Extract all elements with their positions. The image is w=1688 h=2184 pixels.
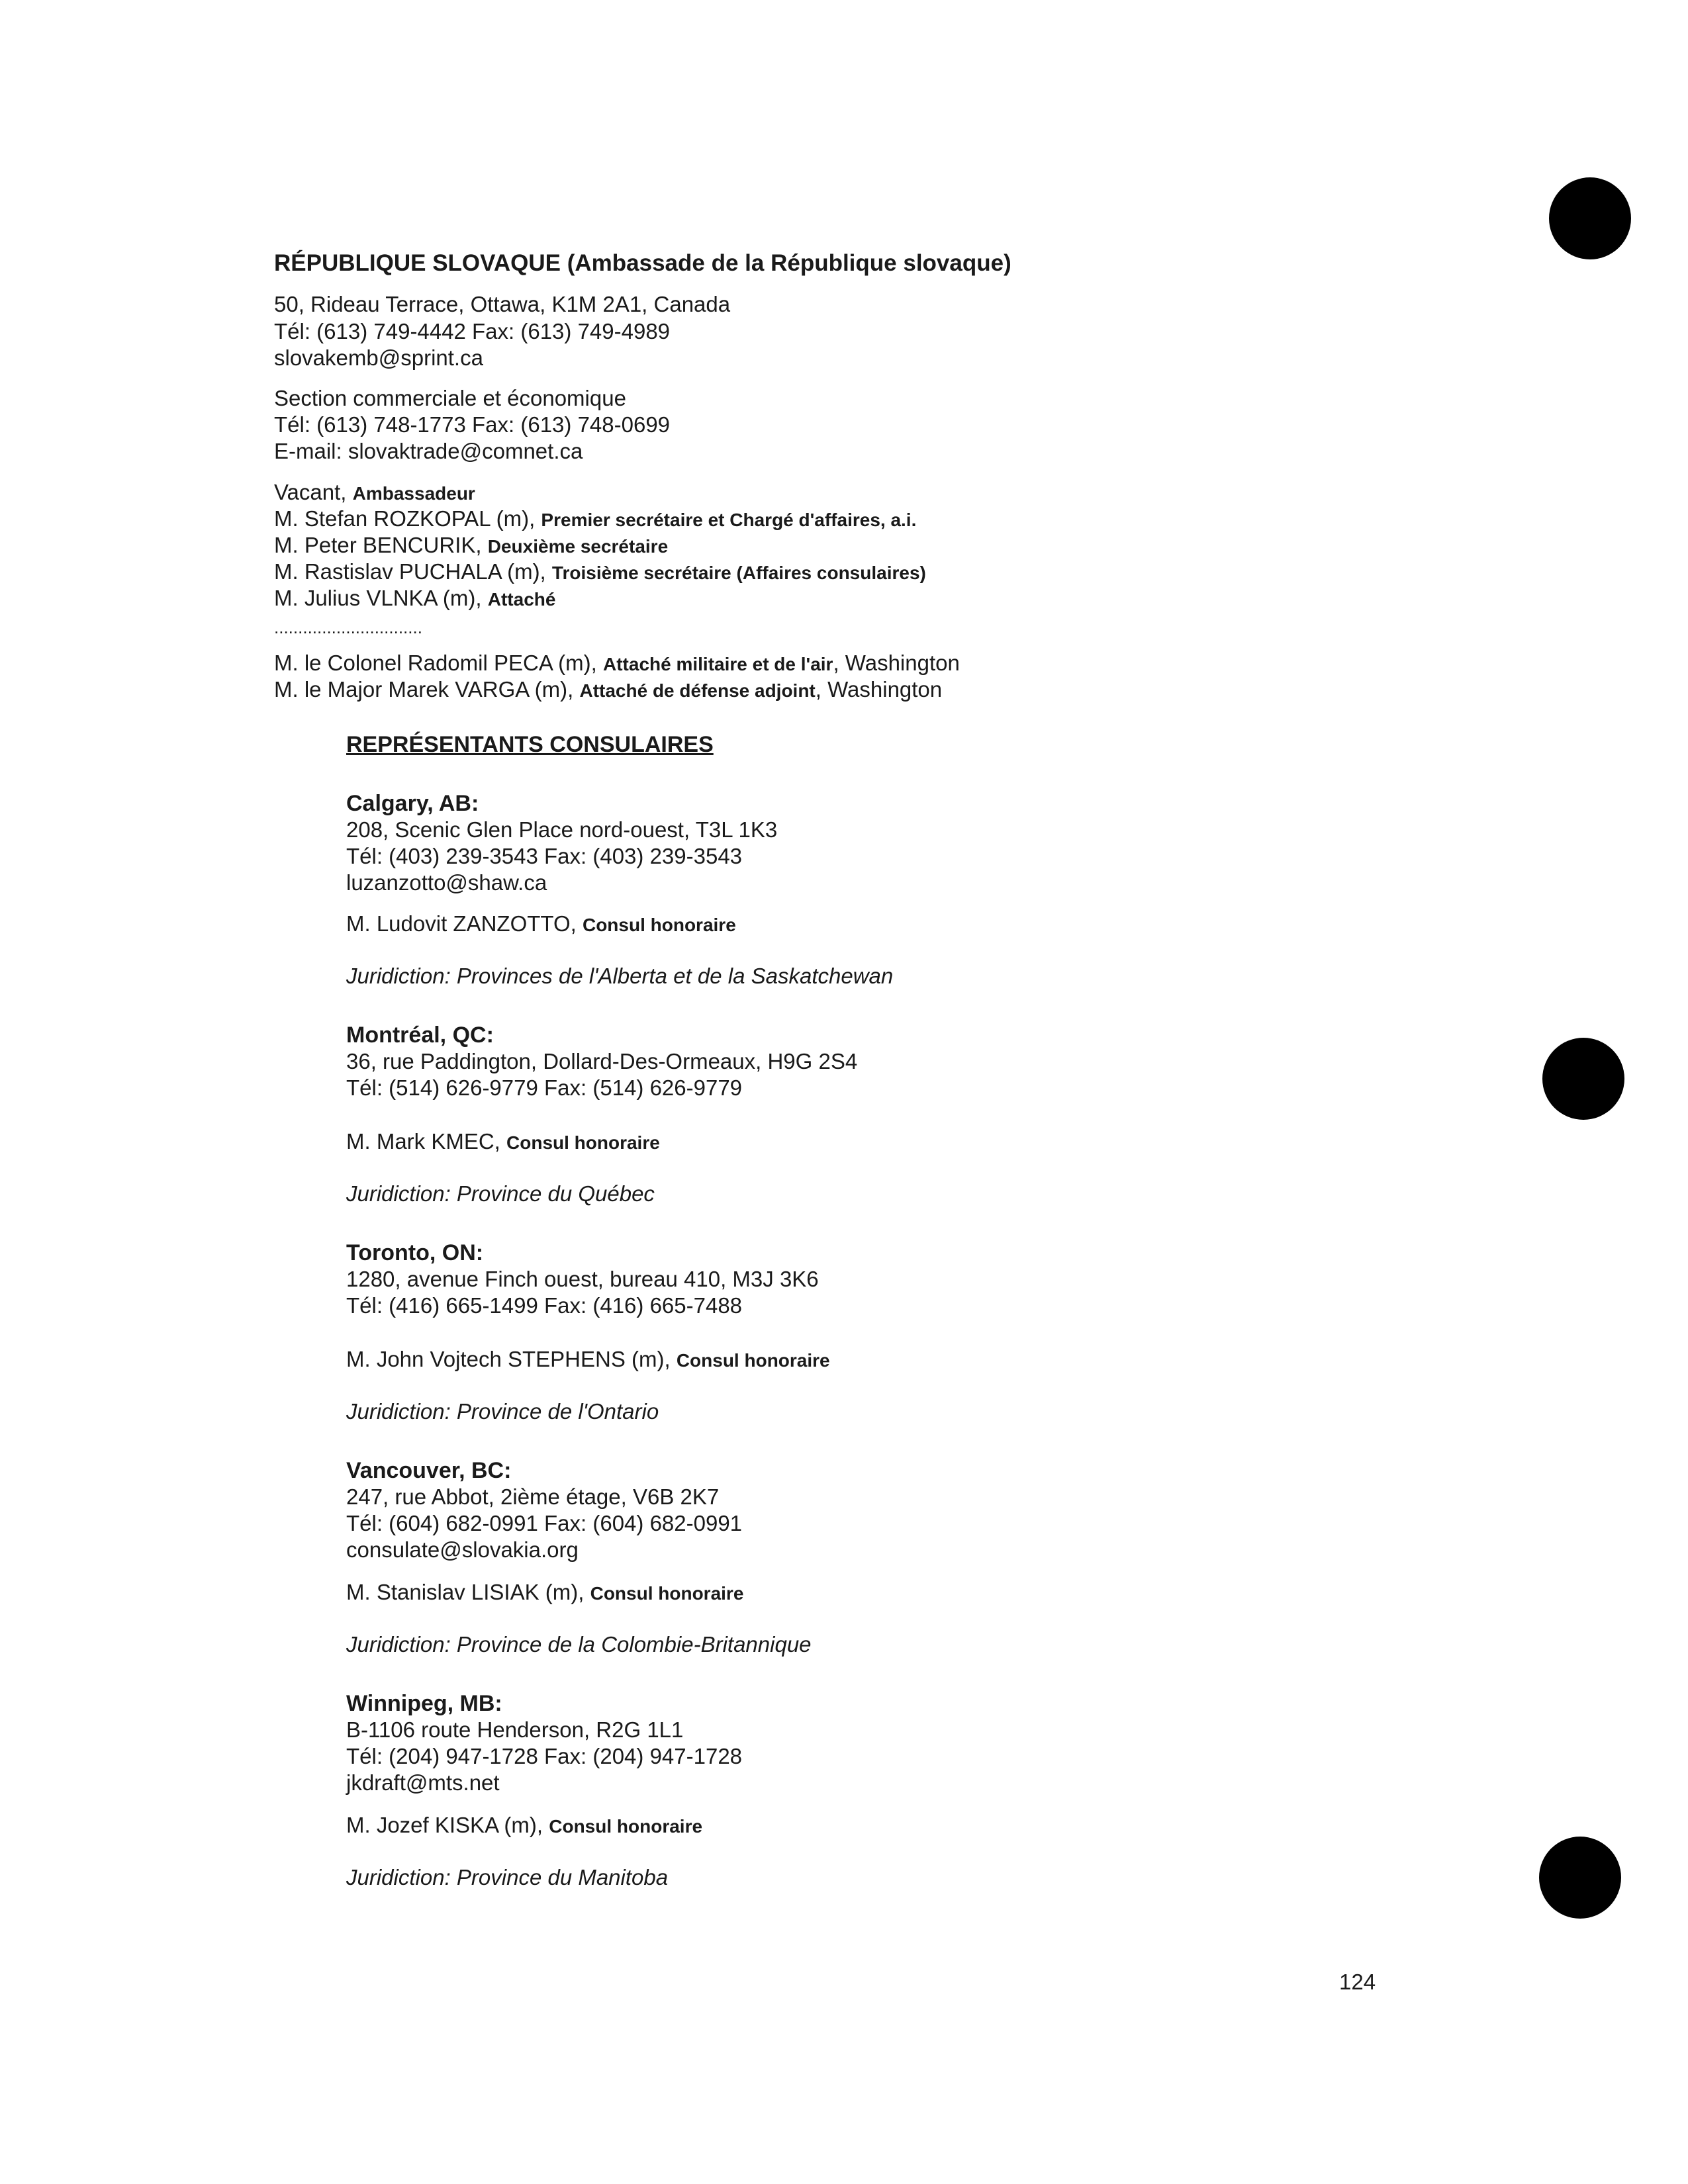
staff-title: Ambassadeur xyxy=(352,483,475,504)
military-name: M. le Colonel Radomil PECA (m), xyxy=(274,651,597,675)
staff-separator: ............................... xyxy=(274,617,422,637)
staff-title: Deuxième secrétaire xyxy=(487,536,669,557)
military-name: M. le Major Marek VARGA (m), xyxy=(274,677,574,702)
office-jurisdiction: Juridiction: Provinces de l'Alberta et de la Saskatchewan xyxy=(346,964,894,988)
office-phone-fax: Tél: (604) 682-0991 Fax: (604) 682-0991 xyxy=(346,1511,743,1535)
staff-entry xyxy=(274,479,475,507)
office-address: B-1106 route Henderson, R2G 1L1 xyxy=(346,1717,684,1742)
office-address: 247, rue Abbot, 2ième étage, V6B 2K7 xyxy=(346,1484,720,1509)
military-location: , Washington xyxy=(815,677,943,702)
embassy-phone-fax: Tél: (613) 749-4442 Fax: (613) 749-4989 xyxy=(274,319,671,343)
page-number: 124 xyxy=(1339,1970,1376,1994)
office-phone-fax: Tél: (403) 239-3543 Fax: (403) 239-3543 xyxy=(346,844,743,868)
embassy-address: 50, Rideau Terrace, Ottawa, K1M 2A1, Canada xyxy=(274,292,731,316)
staff-entry xyxy=(274,585,555,613)
office-consul xyxy=(346,1346,830,1374)
staff-name: Vacant, xyxy=(274,480,347,504)
military-entry xyxy=(274,650,960,678)
consul-title: Consul honoraire xyxy=(582,915,736,935)
consul-title: Consul honoraire xyxy=(549,1816,703,1837)
office-jurisdiction: Juridiction: Province de l'Ontario xyxy=(346,1399,659,1424)
military-title: Attaché militaire et de l'air xyxy=(603,654,833,674)
consular-heading: REPRÉSENTANTS CONSULAIRES xyxy=(346,732,714,757)
consul-name: M. Stanislav LISIAK (m), xyxy=(346,1580,585,1604)
office-consul xyxy=(346,1579,743,1607)
office-city: Calgary, AB: xyxy=(346,791,479,816)
office-consul xyxy=(346,1812,702,1840)
commercial-email: E-mail: slovaktrade@comnet.ca xyxy=(274,439,583,463)
office-address: 208, Scenic Glen Place nord-ouest, T3L 1K3 xyxy=(346,817,778,842)
office-city: Toronto, ON: xyxy=(346,1240,484,1265)
staff-entry xyxy=(274,506,916,533)
binder-hole-top xyxy=(1549,177,1631,259)
staff-name: M. Julius VLNKA (m), xyxy=(274,586,482,610)
office-phone-fax: Tél: (416) 665-1499 Fax: (416) 665-7488 xyxy=(346,1293,743,1318)
office-consul xyxy=(346,1128,660,1156)
office-jurisdiction: Juridiction: Province de la Colombie-Britannique xyxy=(346,1632,812,1657)
staff-name: M. Peter BENCURIK, xyxy=(274,533,482,557)
office-email: luzanzotto@shaw.ca xyxy=(346,870,547,895)
consul-title: Consul honoraire xyxy=(506,1132,660,1153)
staff-entry xyxy=(274,559,926,586)
office-address: 1280, avenue Finch ouest, bureau 410, M3J 3K6 xyxy=(346,1267,819,1291)
office-email: jkdraft@mts.net xyxy=(346,1770,500,1795)
binder-hole-bottom xyxy=(1539,1837,1621,1919)
office-jurisdiction: Juridiction: Province du Manitoba xyxy=(346,1865,669,1889)
office-email: consulate@slovakia.org xyxy=(346,1537,579,1562)
consul-name: M. Jozef KISKA (m), xyxy=(346,1813,543,1837)
staff-name: M. Rastislav PUCHALA (m), xyxy=(274,559,546,584)
consul-name: M. Mark KMEC, xyxy=(346,1129,500,1154)
consul-title: Consul honoraire xyxy=(590,1583,744,1604)
military-title: Attaché de défense adjoint xyxy=(579,680,816,701)
embassy-title: RÉPUBLIQUE SLOVAQUE (Ambassade de la République slovaque) xyxy=(274,250,1011,276)
binder-hole-middle xyxy=(1542,1038,1624,1120)
staff-entry xyxy=(274,532,668,560)
military-entry xyxy=(274,676,942,704)
commercial-phone-fax: Tél: (613) 748-1773 Fax: (613) 748-0699 xyxy=(274,412,671,437)
office-city: Winnipeg, MB: xyxy=(346,1691,502,1716)
office-jurisdiction: Juridiction: Province du Québec xyxy=(346,1181,655,1206)
office-city: Vancouver, BC: xyxy=(346,1458,512,1483)
consul-name: M. John Vojtech STEPHENS (m), xyxy=(346,1347,671,1371)
staff-title: Troisième secrétaire (Affaires consulaires) xyxy=(551,563,926,583)
office-phone-fax: Tél: (514) 626-9779 Fax: (514) 626-9779 xyxy=(346,1075,743,1100)
consul-name: M. Ludovit ZANZOTTO, xyxy=(346,911,577,936)
office-phone-fax: Tél: (204) 947-1728 Fax: (204) 947-1728 xyxy=(346,1744,743,1768)
office-address: 36, rue Paddington, Dollard-Des-Ormeaux, H9G 2S4 xyxy=(346,1049,858,1073)
military-location: , Washington xyxy=(833,651,960,675)
commercial-section-label: Section commerciale et économique xyxy=(274,386,626,410)
staff-name: M. Stefan ROZKOPAL (m), xyxy=(274,506,536,531)
consul-title: Consul honoraire xyxy=(676,1350,830,1371)
office-consul xyxy=(346,911,736,938)
staff-title: Attaché xyxy=(487,589,556,610)
office-city: Montréal, QC: xyxy=(346,1023,494,1048)
embassy-email: slovakemb@sprint.ca xyxy=(274,345,483,370)
staff-title: Premier secrétaire et Chargé d'affaires, a.i. xyxy=(541,510,917,530)
